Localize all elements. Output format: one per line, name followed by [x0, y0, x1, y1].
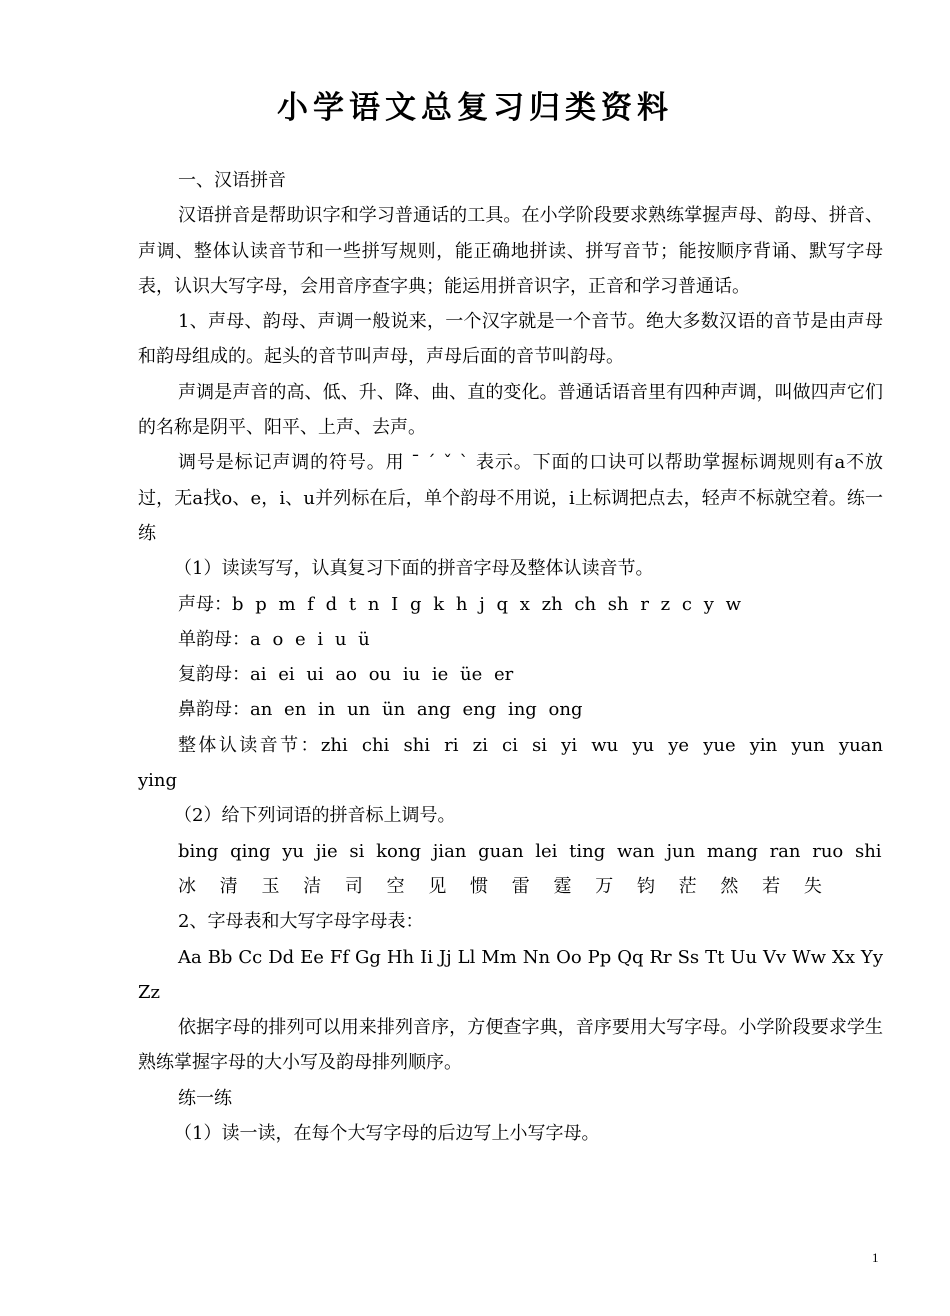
- paragraph: 依据字母的排列可以用来排列音序，方便查字典，音序要用大写字母。小学阶段要求学生熟练掌握字母的大小写及韵母排列顺序。: [138, 1017, 883, 1074]
- exercise-heading: （1）读读写写，认真复习下面的拼音字母及整体认读音节。: [174, 558, 654, 580]
- page-number: 1: [872, 1250, 879, 1265]
- paragraph: 声调是声音的高、低、升、降、曲、直的变化。普通话语音里有四种声调，叫做四声它们的名称是阴平、阳平、上声、去声。: [138, 381, 883, 439]
- exercise-heading: （1）读一读，在每个大写字母的后边写上小写字母。: [174, 1123, 600, 1145]
- alphabet-line: Aa Bb Cc Dd Ee Ff Gg Hh Ii Jj Ll Mm Nn Oo Pp Qq Rr Ss Tt Uu Vv Ww Xx Yy Zz: [138, 946, 883, 1003]
- paragraph: 1、声母、韵母、声调一般说来，一个汉字就是一个音节。绝大多数汉语的音节是由声母和韵母组成的。起头的音节叫声母，声母后面的音节叫韵母。: [138, 311, 883, 368]
- section-heading: 一、汉语拼音: [178, 170, 286, 191]
- idiom-characters: 冰 清 玉 洁 司 空 见 惯 雷 霆 万 钧 茫 然 若 失: [178, 875, 824, 897]
- pinyin-line: 整体认读音节：zhi chi shi ri zi ci si yi wu yu ye yue yin yun yuan ying: [138, 734, 883, 792]
- page-title: 小学语文总复习归类资料: [277, 90, 673, 126]
- pinyin-line: 单韵母：a o e i u ü: [178, 628, 370, 650]
- document-body: [138, 163, 883, 1151]
- exercise-heading: （2）给下列词语的拼音标上调号。: [174, 805, 456, 827]
- paragraph: 练一练: [178, 1087, 232, 1109]
- section-heading: 2、字母表和大写字母字母表：: [178, 911, 424, 933]
- pinyin-line: bing qing yu jie si kong jian guan lei ting wan jun mang ran ruo shi: [178, 840, 882, 862]
- paragraph: 调号是标记声调的符号。用 ˉ ˊ ˇ ˋ 表示。下面的口诀可以帮助掌握标调规则有a不放过，无a找o、e，i、u并列标在后，单个韵母不用说，i上标调把点去，轻声不标就空着。练一练: [138, 452, 883, 544]
- paragraph: 汉语拼音是帮助识字和学习普通话的工具。在小学阶段要求熟练掌握声母、韵母、拼音、声调、整体认读音节和一些拼写规则，能正确地拼读、拼写音节；能按顺序背诵、默写字母表，认识大写字母，会用音序查字典；能运用拼音识字，正音和学习普通话。: [138, 205, 883, 297]
- pinyin-line: 复韵母：ai ei ui ao ou iu ie üe er: [178, 664, 514, 686]
- pinyin-line: 鼻韵母：an en in un ün ang eng ing ong: [178, 699, 583, 721]
- pinyin-line: 声母：b p m f d t n I g k h j q x zh ch sh r z c y w: [178, 593, 741, 615]
